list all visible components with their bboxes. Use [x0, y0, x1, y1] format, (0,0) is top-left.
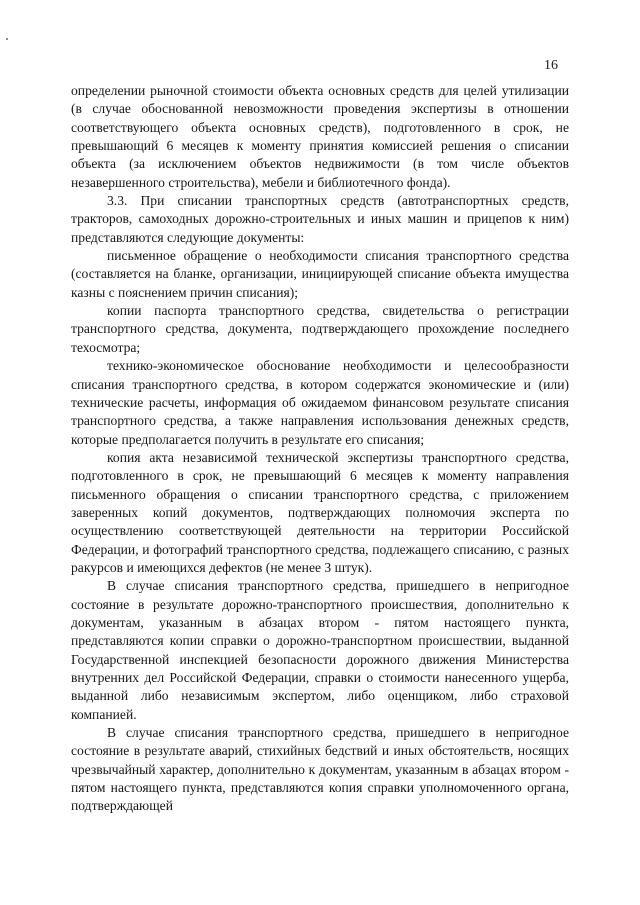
document-body [71, 82, 569, 816]
paragraph-section-3-3: 3.3. При списании транспортных средств (автотранспортных средств, тракторов, самоходных дорожно-строительных и иных машин и прицепов к ним) представляются следующие документы: [71, 193, 569, 245]
paragraph-road-accident: В случае списания транспортного средства, пришедшего в непригодное состояние в результате дорожно-транспортного происшествия, дополнительно к документам, указанным в абзацах втором - пятом настоящего пункта, представляются копии справки о дорожно-транспортном происшествии, выданной Государственной инспекцией безопасности дорожного движения Министерства внутренних дел Российской Федерации, справки о стоимости нанесенного ущерба, выданной либо независимым экспертом, либо оценщиком, либо страховой компанией. [71, 578, 569, 722]
paragraph-written-request: письменное обращение о необходимости списания транспортного средства (составляется на бланке, организации, инициирующей списание объекта имущества казны с пояснением причин списания); [71, 248, 569, 300]
scan-speck [6, 38, 8, 40]
paragraph-feasibility: технико-экономическое обоснование необходимости и целесообразности списания транспортного средства, в котором содержатся экономические и (или) технические расчеты, информация об ожидаемом финансовом результате списания транспортного средства, а также направления использования денежных средств, которые предполагается получить в результате его списания; [71, 358, 569, 447]
paragraph-passport-copies: копии паспорта транспортного средства, свидетельства о регистрации транспортного средства, документа, подтверждающего прохождение последнего техосмотра; [71, 303, 569, 355]
paragraph-continuation: определении рыночной стоимости объекта основных средств для целей утилизации (в случае обоснованной невозможности проведения экспертизы в отношении соответствующего объекта основных средств), подготовленного в срок, не превышающий 6 месяцев к моменту принятия комиссией решения о списании объекта (за исключением объектов недвижимости (в том числе объектов незавершенного строительства), мебели и библиотечного фонда). [71, 83, 569, 190]
paragraph-disaster: В случае списания транспортного средства, пришедшего в непригодное состояние в результате аварий, стихийных бедствий и иных обстоятельств, носящих чрезвычайный характер, дополнительно к документам, указанным в абзацах втором - пятом настоящего пункта, представляются копия справки уполномоченного органа, подтверждающей [71, 725, 569, 814]
page-number: 16 [544, 58, 558, 73]
paragraph-expertise-act: копия акта независимой технической экспертизы транспортного средства, подготовленного в срок, не превышающий 6 месяцев к моменту направления письменного обращения о списании транспортного средства, с приложением заверенных копий документов, подтверждающих полномочия эксперта по осуществлению соответствующей деятельности на территории Российской Федерации, и фотографий транспортного средства, подлежащего списанию, с разных ракурсов и имеющихся дефектов (не менее 3 штук). [71, 449, 569, 575]
